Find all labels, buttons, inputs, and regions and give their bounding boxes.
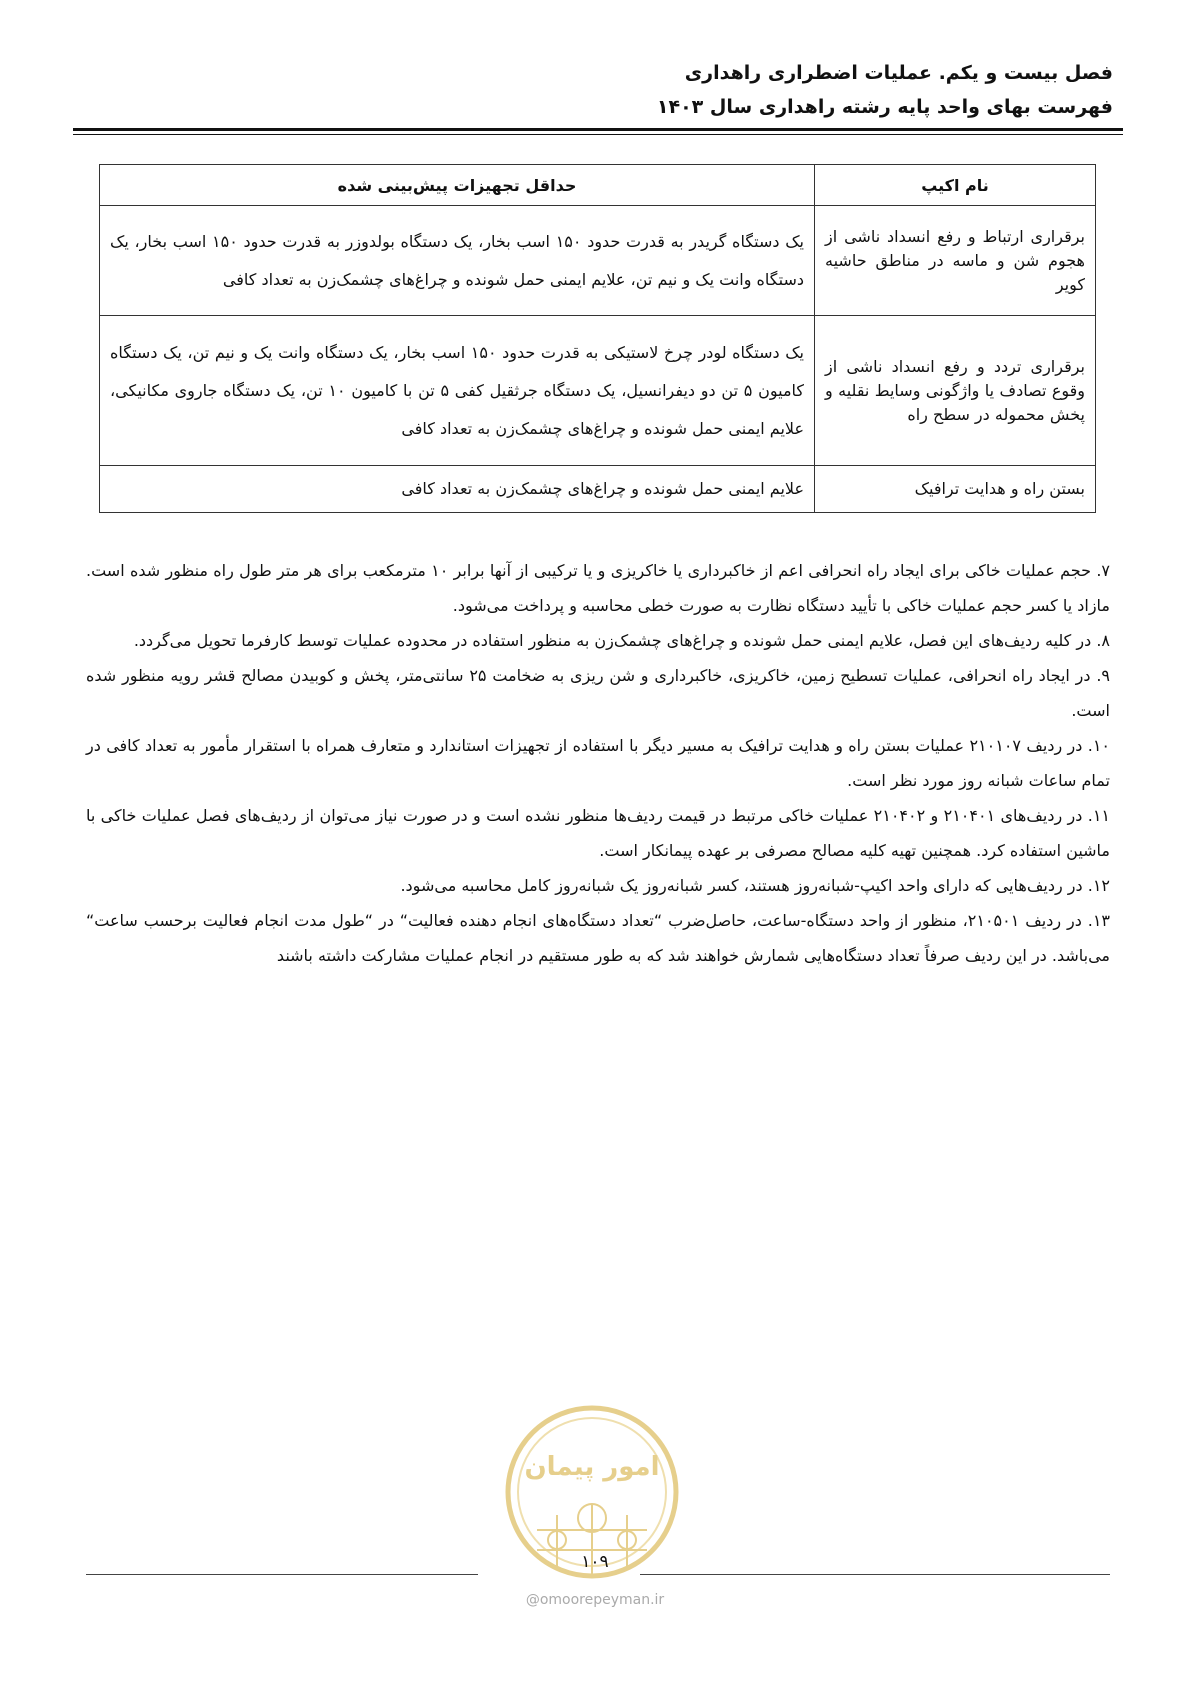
page-header	[78, 56, 1113, 124]
note-item: ۱۰. در ردیف ۲۱۰۱۰۷ عملیات بستن راه و هدایت ترافیک به مسیر دیگر با استفاده از تجهیزات استاندارد و متعارف همراه با استقرار مأمور به تعداد کافی در تمام ساعات شبانه روز مورد نظر است.	[86, 736, 1111, 790]
header-rule-thin	[73, 134, 1123, 135]
note-item: ۷. حجم عملیات خاکی برای ایجاد راه انحرافی اعم از خاکبرداری یا خاکریزی و یا ترکیبی از آنها برابر ۱۰ مترمکعب برای هر متر طول راه منظور شده است. مازاد یا کسر حجم عملیات خاکی با تأیید دستگاه نظارت به صورت خطی محاسبه و پرداخت می‌شود.	[86, 561, 1111, 615]
crew-name-cell: برقراری تردد و رفع انسداد ناشی از وقوع تصادف یا واژگونی وسایط نقلیه و پخش محموله در سطح راه	[815, 316, 1096, 466]
crew-name-cell: بستن راه و هدایت ترافیک	[815, 466, 1096, 513]
watermark-site: @omoorepeyman.ir	[525, 1592, 665, 1608]
footer-rule-right	[640, 1574, 1110, 1575]
column-header-crew-name: نام اکیپ	[815, 165, 1096, 206]
document-title: فهرست بهای واحد پایه رشته راهداری سال ۱۴۰۳	[656, 96, 1113, 118]
notes-list	[86, 553, 1110, 973]
equipment-cell: یک دستگاه لودر چرخ لاستیکی به قدرت حدود ۱۵۰ اسب بخار، یک دستگاه وانت یک و نیم تن، یک دستگاه کامیون ۵ تن دو دیفرانسیل، یک دستگاه جرثقیل کفی ۵ تن با کامیون ۱۰ تن، یک دستگاه جاروی مکانیکی، علایم ایمنی حمل شونده و چراغ‌های چشمک‌زن به تعداد کافی	[100, 316, 815, 466]
seal-text: امور پیمان	[524, 1452, 660, 1482]
table-row	[100, 466, 1096, 513]
chapter-title: فصل بیست و یکم. عملیات اضطراری راهداری	[684, 62, 1113, 84]
note-item: ۸. در کلیه ردیف‌های این فصل، علایم ایمنی حمل شونده و چراغ‌های چشمک‌زن به منظور استفاده در محدوده عملیات توسط کارفرما تحویل می‌گردد.	[133, 631, 1110, 650]
column-header-equipment: حداقل تجهیزات پیش‌بینی شده	[100, 165, 815, 206]
equipment-cell: یک دستگاه گریدر به قدرت حدود ۱۵۰ اسب بخار، یک دستگاه بولدوزر به قدرت حدود ۱۵۰ اسب بخار، یک دستگاه وانت یک و نیم تن، علایم ایمنی حمل شونده و چراغ‌های چشمک‌زن به تعداد کافی	[100, 206, 815, 316]
table-header-row	[100, 165, 1096, 206]
table-row	[100, 316, 1096, 466]
crew-name-cell: برقراری ارتباط و رفع انسداد ناشی از هجوم شن و ماسه در مناطق حاشیه کویر	[815, 206, 1096, 316]
note-item: ۹. در ایجاد راه انحرافی، عملیات تسطیح زمین، خاکریزی، خاکبرداری و شن ریزی به ضخامت ۲۵ سانتی‌متر، پخش و کوبیدن مصالح قشر رویه منظور شده است.	[86, 666, 1110, 720]
note-item: ۱۳. در ردیف ۲۱۰۵۰۱، منظور از واحد دستگاه-ساعت، حاصل‌ضرب “تعداد دستگاه‌های انجام دهنده فعالیت“ در “طول مدت انجام فعالیت برحسب ساعت“ می‌باشد. در این ردیف صرفاً تعداد دستگاه‌هایی شمارش خواهند شد که به طور مستقیم در انجام عملیات مشارکت داشته باشند	[86, 911, 1110, 965]
footer-rule-left	[86, 1574, 478, 1575]
page-number: ۱۰۹	[581, 1552, 609, 1572]
table-row	[100, 206, 1096, 316]
crew-equipment-table	[99, 164, 1096, 513]
note-item: ۱۱. در ردیف‌های ۲۱۰۴۰۱ و ۲۱۰۴۰۲ عملیات خاکی مرتبط در قیمت ردیف‌ها منظور نشده است و در صورت نیاز می‌توان از ردیف‌های فصل عملیات خاکی با ماشین استفاده کرد. همچنین تهیه کلیه مصالح مصرفی بر عهده پیمانکار است.	[86, 806, 1110, 860]
equipment-cell: علایم ایمنی حمل شونده و چراغ‌های چشمک‌زن به تعداد کافی	[100, 466, 815, 513]
note-item: ۱۲. در ردیف‌هایی که دارای واحد اکیپ-شبانه‌روز هستند، کسر شبانه‌روز یک شبانه‌روز کامل محاسبه می‌شود.	[400, 876, 1110, 895]
header-rule-thick	[73, 128, 1123, 131]
